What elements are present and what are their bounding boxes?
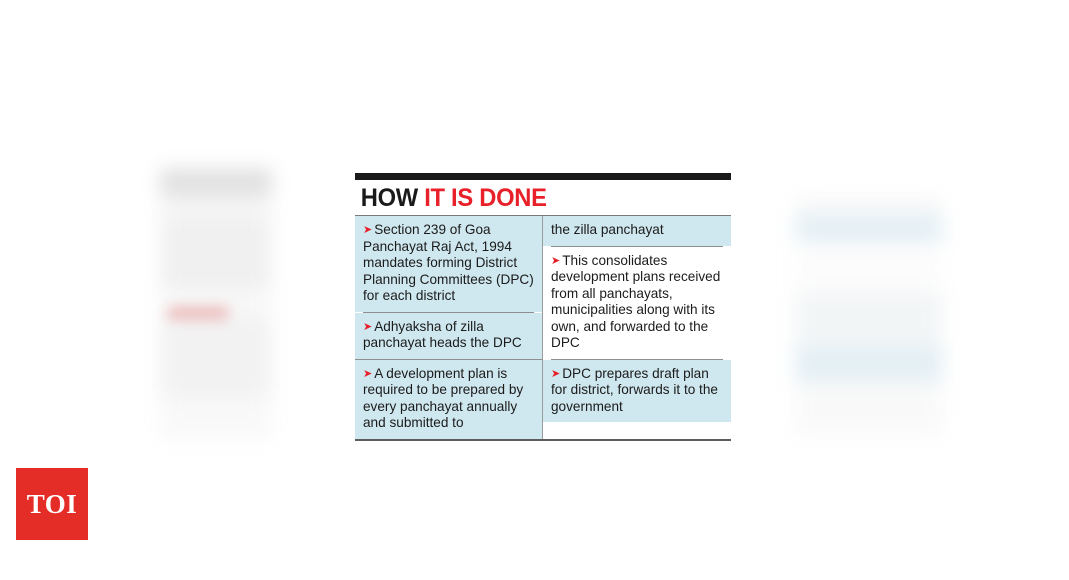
infographic-panel [355, 215, 731, 439]
list-item [543, 216, 731, 246]
arrow-icon: ➤ [551, 367, 561, 380]
list-item-text: DPC prepares draft plan for district, forwards it to the government [551, 365, 718, 414]
arrow-icon: ➤ [363, 367, 373, 380]
arrow-icon: ➤ [551, 254, 561, 267]
toi-logo-text: TOI [26, 488, 78, 519]
background-blur-left-accent [168, 308, 228, 318]
headline-part-how: HOW [360, 184, 425, 212]
headline-part-it-is-done: IT IS DONE [424, 184, 547, 212]
toi-logo [16, 468, 88, 540]
list-item [543, 360, 731, 423]
top-rule [355, 173, 731, 180]
infographic-right-column [543, 216, 731, 439]
list-item [543, 247, 731, 359]
list-item [355, 216, 542, 312]
arrow-icon: ➤ [363, 320, 373, 333]
bottom-rule [355, 439, 731, 441]
list-item-text: A development plan is required to be prepared by every panchayat annually and submitted to [363, 365, 524, 431]
list-item-text: This consolidates development plans received from all panchayats, municipalities along with its own, and forwarded to the DPC [551, 252, 721, 351]
list-item-text: Section 239 of Goa Panchayat Raj Act, 1994 mandates forming District Planning Committees (DPC) for each district [363, 222, 534, 304]
list-item-text: Adhyaksha of zilla panchayat heads the DPC [363, 318, 522, 351]
list-item-text: the zilla panchayat [551, 222, 664, 238]
arrow-icon: ➤ [363, 224, 373, 237]
list-item [355, 313, 542, 359]
list-item [355, 360, 542, 439]
infographic-headline [355, 180, 712, 215]
background-blur-right [795, 196, 943, 436]
infographic-card [355, 173, 731, 441]
infographic-left-column [355, 216, 543, 439]
background-blur-left [160, 168, 272, 440]
